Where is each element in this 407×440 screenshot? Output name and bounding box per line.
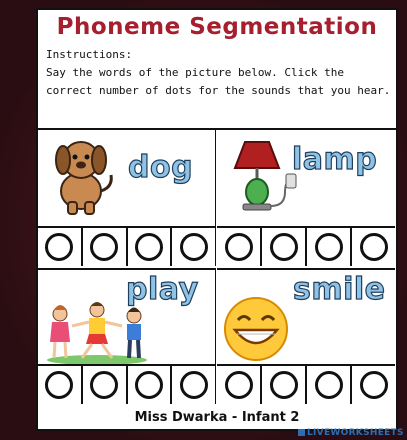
dot-button[interactable] — [38, 228, 83, 266]
circle-icon — [225, 233, 253, 261]
circle-icon — [90, 371, 118, 399]
circle-icon — [45, 233, 73, 261]
circle-icon — [360, 371, 388, 399]
word-grid — [38, 128, 396, 406]
instructions-text: Say the words of the picture below. Click the correct number of dots for the sounds that you hear. — [46, 66, 391, 97]
teacher-credit: Miss Dwarka - Infant 2 — [134, 410, 300, 425]
smiley-face-picture — [221, 294, 291, 364]
circle-icon — [270, 371, 298, 399]
circle-icon — [315, 371, 343, 399]
dot-button[interactable] — [307, 228, 352, 266]
lamp-picture — [223, 136, 303, 216]
circle-icon — [45, 371, 73, 399]
worksheet — [36, 8, 398, 431]
dot-row — [217, 226, 395, 266]
dot-button[interactable] — [128, 366, 173, 404]
word-label: play — [126, 272, 199, 307]
circle-icon — [225, 371, 253, 399]
card-play — [38, 268, 216, 404]
dot-button[interactable] — [38, 366, 83, 404]
instructions — [46, 46, 391, 100]
circle-icon — [360, 233, 388, 261]
circle-icon — [315, 233, 343, 261]
dot-button[interactable] — [217, 228, 262, 266]
dot-row — [38, 364, 215, 404]
liveworksheets-watermark — [298, 428, 404, 438]
word-label: dog — [128, 150, 194, 185]
card-dog — [38, 130, 216, 266]
dot-button[interactable] — [262, 366, 307, 404]
dog-picture — [46, 136, 116, 216]
watermark-text: LIVEWORKSHEETS — [307, 428, 404, 438]
dot-button[interactable] — [128, 228, 173, 266]
word-label: smile — [293, 272, 386, 307]
liveworksheets-logo-icon — [298, 429, 305, 436]
instructions-heading: Instructions: — [46, 48, 133, 61]
dot-button[interactable] — [352, 366, 395, 404]
circle-icon — [180, 233, 208, 261]
card-lamp — [217, 130, 395, 266]
circle-icon — [270, 233, 298, 261]
card-smile — [217, 268, 395, 404]
dot-button[interactable] — [172, 228, 215, 266]
dot-button[interactable] — [352, 228, 395, 266]
worksheet-title: Phoneme Segmentation — [56, 14, 378, 40]
dot-row — [38, 226, 215, 266]
dot-button[interactable] — [83, 366, 128, 404]
circle-icon — [135, 233, 163, 261]
dot-button[interactable] — [262, 228, 307, 266]
dot-button[interactable] — [172, 366, 215, 404]
word-label: lamp — [292, 142, 378, 177]
circle-icon — [135, 371, 163, 399]
dot-button[interactable] — [83, 228, 128, 266]
dot-row — [217, 364, 395, 404]
dot-button[interactable] — [217, 366, 262, 404]
circle-icon — [180, 371, 208, 399]
circle-icon — [90, 233, 118, 261]
dot-button[interactable] — [307, 366, 352, 404]
